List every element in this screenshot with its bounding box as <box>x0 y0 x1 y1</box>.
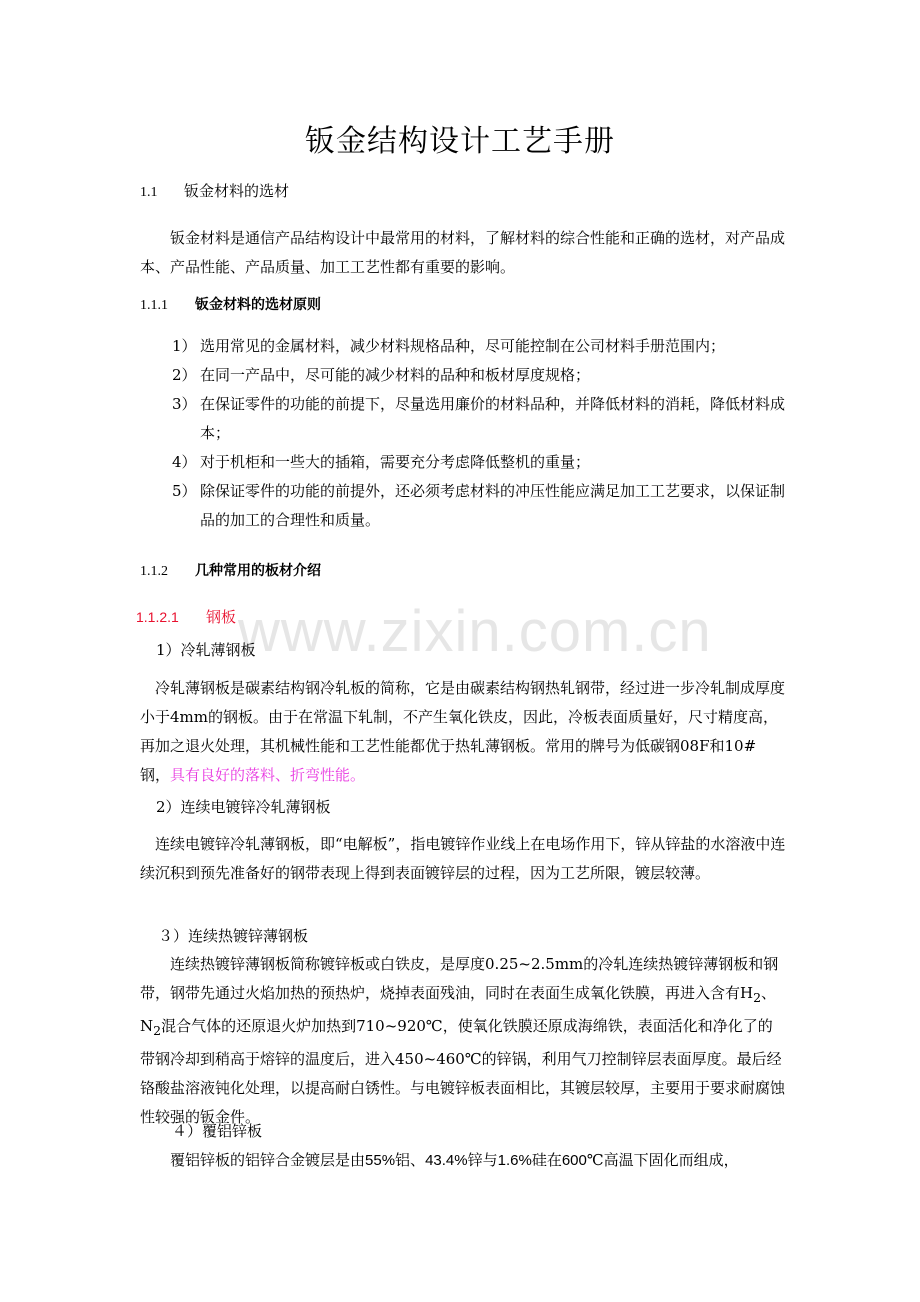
material-3-paragraph <box>140 950 786 1132</box>
list-item <box>172 448 792 477</box>
section-1-1-2-heading <box>140 560 321 580</box>
intro-paragraph: 钣金材料是通信产品结构设计中最常用的材料，了解材料的综合性能和正确的选材，对产品成本、产品性能、产品质量、加工工艺性都有重要的影响。 <box>140 229 786 276</box>
list-number: 3） <box>172 395 197 413</box>
paragraph-text: 铝、 <box>395 1151 426 1169</box>
list-number: 4） <box>172 453 197 471</box>
paragraph-text: ℃高温下固化而组成， <box>586 1151 739 1169</box>
section-number: 1.1 <box>140 185 158 200</box>
material-4-paragraph <box>140 1146 786 1175</box>
temperature-value: 600 <box>561 1152 587 1169</box>
material-2-paragraph: 连续电镀锌冷轧薄钢板，即“电解板”，指电镀锌作业线上在电场作用下，锌从锌盐的水溶液中连续沉积到预先准备好的钢带表现上得到表面镀锌层的过程，因为工艺所限，镀层较薄。 <box>140 835 786 882</box>
section-1-1-1-heading <box>140 294 321 314</box>
subscript: 2 <box>753 990 762 1005</box>
section-number: 1.1.2.1 <box>136 609 179 625</box>
material-3-heading: ３）连续热镀锌薄钢板 <box>158 927 309 945</box>
list-text: 对于机柜和一些大的插箱，需要充分考虑降低整机的重量； <box>200 453 591 471</box>
watermark: www.zixin.com.cn <box>238 599 712 664</box>
list-item <box>172 332 792 361</box>
paragraph-text: 锌与 <box>467 1151 498 1169</box>
list-item <box>172 361 792 390</box>
section-title: 几种常用的板材介绍 <box>195 563 321 579</box>
percentage: 1.6% <box>497 1152 532 1169</box>
list-text: 除保证零件的功能的前提外，还必须考虑材料的冲压性能应满足加工工艺要求，以保证制品的加工的合理性和质量。 <box>200 482 786 529</box>
percentage: 43.4% <box>425 1152 468 1169</box>
material-1-paragraph <box>140 674 786 790</box>
highlighted-text: 具有良好的落料、折弯性能。 <box>170 766 366 784</box>
material-2-heading: 2）连续电镀锌冷轧薄钢板 <box>156 798 331 816</box>
section-title: 钢板 <box>206 608 237 626</box>
section-number: 1.1.1 <box>140 298 168 313</box>
section-number: 1.1.2 <box>140 564 168 579</box>
material-4-heading: ４）覆铝锌板 <box>172 1122 263 1140</box>
section-title: 钣金材料的选材 <box>184 182 290 200</box>
paragraph-text: 硅在 <box>531 1151 562 1169</box>
section-1-1-heading <box>140 180 289 201</box>
paragraph-text: 混合气体的还原退火炉加热到710~920℃，使氧化铁膜还原成海绵铁，表面活化和净化了的带钢冷却到稍高于熔锌的温度后，进入450~460℃的锌锅，利用气刀控制锌层表面厚度。最后经铬酸盐溶液钝化处理，以提高耐白锈性。与电镀锌板表面相比，其镀层较厚，主要用于要求耐腐蚀性较强的钣金件。 <box>140 1017 786 1126</box>
list-number: 5） <box>172 482 197 500</box>
section-1-1-2-1-heading <box>136 606 236 627</box>
material-1-heading: 1）冷轧薄钢板 <box>156 641 256 659</box>
list-text: 在同一产品中，尽可能的减少材料的品种和板材厚度规格； <box>200 366 591 384</box>
paragraph-text: 覆铝锌板的铝锌合金镀层是由 <box>170 1151 366 1169</box>
list-text: 选用常见的金属材料，减少材料规格品种，尽可能控制在公司材料手册范围内； <box>200 337 726 355</box>
paragraph-text: 连续热镀锌薄钢板简称镀锌板或白铁皮，是厚度0.25~2.5mm的冷轧连续热镀锌薄钢板和钢带，钢带先通过火焰加热的预热炉，烧掉表面残油，同时在表面生成氧化铁膜，再进入含有H <box>140 955 779 1002</box>
section-title: 钣金材料的选材原则 <box>195 297 321 313</box>
list-item <box>172 477 792 535</box>
subscript: 2 <box>153 1023 162 1038</box>
paragraph-text: 冷轧薄钢板是碳素结构钢冷轧板的简称，它是由碳素结构钢热轧钢带，经过进一步冷轧制成厚度小于4mm的钢板。由于在常温下轧制，不产生氧化铁皮，因此，冷板表面质量好，尺寸精度高，再加之退火处理，其机械性能和工艺性能都优于热轧薄钢板。常用的牌号为低碳钢08F和10#钢， <box>140 679 786 784</box>
paragraph-text: 、N <box>140 984 777 1035</box>
percentage: 55% <box>365 1152 396 1169</box>
list-number: 2） <box>172 366 197 384</box>
list-number: 1） <box>172 337 197 355</box>
list-text: 在保证零件的功能的前提下，尽量选用廉价的材料品种，并降低材料的消耗，降低材料成本； <box>200 395 786 442</box>
document-title: 钣金结构设计工艺手册 <box>305 124 615 159</box>
list-item <box>172 390 792 448</box>
principles-list <box>172 332 792 535</box>
